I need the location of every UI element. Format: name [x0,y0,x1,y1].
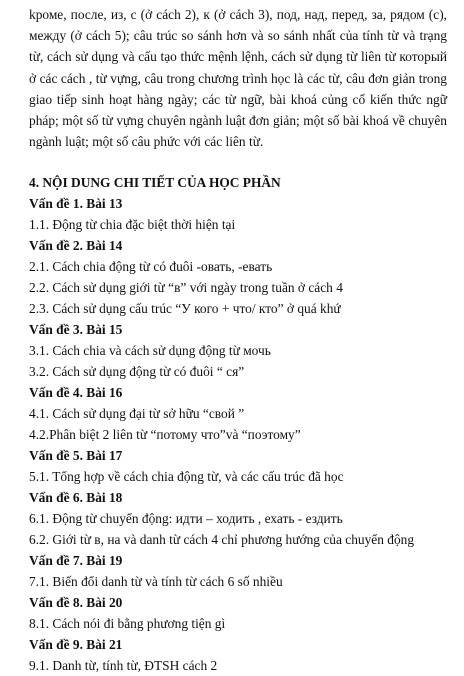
issue-heading: Vấn đề 7. Bài 19 [29,553,123,569]
document-page [29,4,447,676]
content-list [29,193,447,676]
issue-heading: Vấn đề 3. Bài 15 [29,322,123,338]
issue-heading: Vấn đề 5. Bài 17 [29,448,123,464]
content-item: 2.3. Cách sử dụng cấu trúc “У кого + что/ кто” ở quá khứ [29,301,341,317]
content-item: 4.2.Phân biệt 2 liên từ “потому что”và “поэтому” [29,427,301,443]
issue-heading: Vấn đề 1. Bài 13 [29,196,123,212]
content-item: 7.1. Biến đổi danh từ và tính từ cách 6 số nhiều [29,574,283,590]
content-item: 1.1. Động từ chia đặc biệt thời hiện tại [29,217,236,233]
issue-heading: Vấn đề 2. Bài 14 [29,238,123,254]
content-item: 6.1. Động từ chuyển động: идти – ходить , ехать - ездить [29,511,343,527]
content-item: 3.1. Cách chia và cách sử dụng động từ мочь [29,343,271,359]
content-item: 4.1. Cách sử dụng đại từ sở hữu “свой ” [29,406,245,422]
content-item: 3.2. Cách sử dụng động từ có đuôi “ ся” [29,364,245,380]
content-item: 2.2. Cách sử dụng giới từ “в” với ngày trong tuần ở cách 4 [29,280,343,296]
issue-heading: Vấn đề 4. Bài 16 [29,385,123,401]
content-item: 5.1. Tổng hợp về cách chia động từ, và các cấu trúc đã học [29,469,344,485]
content-item: 9.1. Danh từ, tính từ, ĐTSH cách 2 [29,658,218,674]
issue-heading: Vấn đề 8. Bài 20 [29,595,123,611]
content-item: 6.2. Giới từ в, на và danh từ cách 4 chỉ phương hướng của chuyển động [29,532,415,548]
intro-paragraph: kроме, после, из, с (ở cách 2), к (ở cách 3), под, над, перед, за, рядом (с), между (ở cách 5); câu trúc so sánh hơn và so sánh nhất của tính từ và trạng từ, cách sử dụng và cấu tạo thức mệnh lệnh, cách sử dụng từ liên từ который ở các cách , từ vựng, câu trong chương trình học là các từ, câu đơn giản trong giao tiếp sinh hoạt hàng ngày; các từ ngữ, bài khoá củng cố kiến thức ngữ pháp; một số từ vựng chuyên ngành luật đơn giản; một số bài khoá về chuyên ngành luật; một số câu phức với các liên từ. [29,7,447,150]
issue-heading: Vấn đề 9. Bài 21 [29,637,123,653]
section-heading: 4. NỘI DUNG CHI TIẾT CỦA HỌC PHẦN [29,175,281,191]
issue-heading: Vấn đề 6. Bài 18 [29,490,123,506]
content-item: 8.1. Cách nói đi bằng phương tiện gì [29,616,226,632]
content-item: 2.1. Cách chia động từ có đuôi -овать, -евать [29,259,273,275]
